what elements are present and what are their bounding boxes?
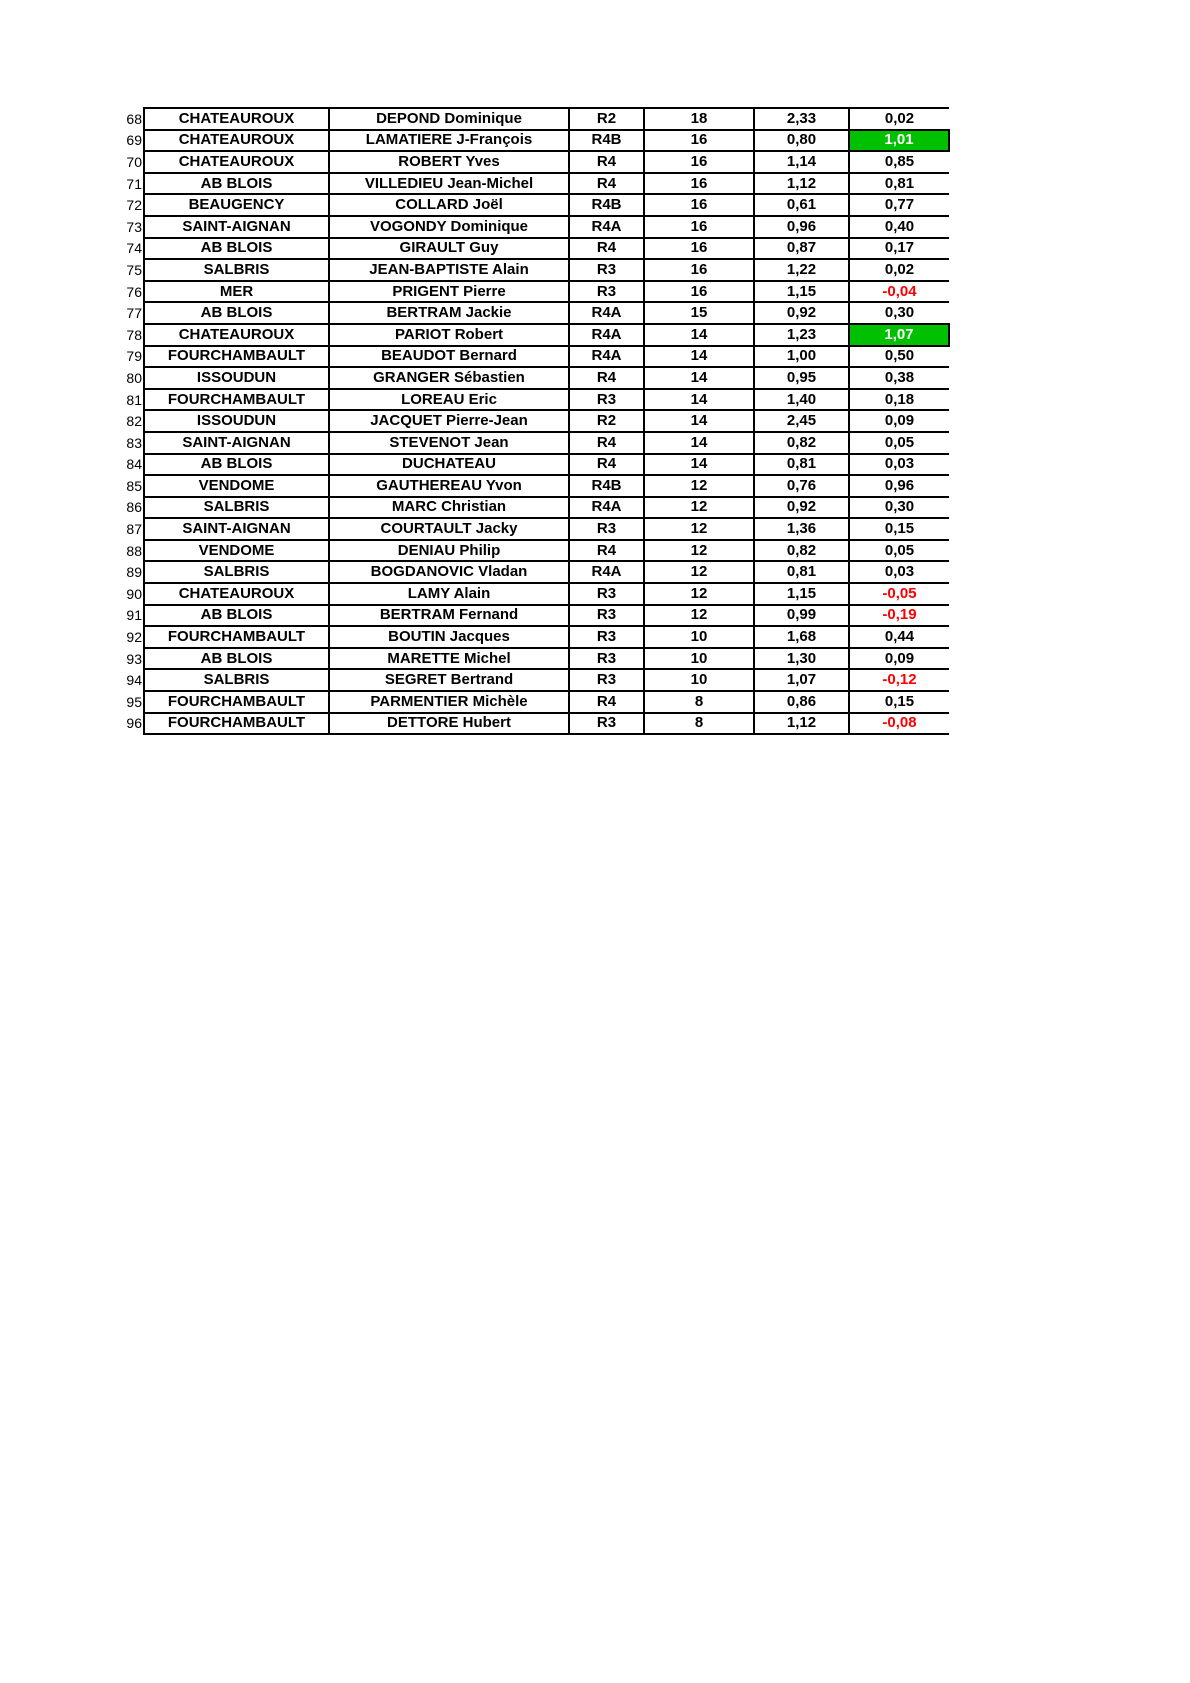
average-cell: 0,76 bbox=[754, 475, 849, 497]
points-cell: 12 bbox=[644, 583, 754, 605]
points-cell: 10 bbox=[644, 648, 754, 670]
points-cell: 16 bbox=[644, 281, 754, 303]
category-cell: R4 bbox=[569, 367, 644, 389]
player-name-cell: GIRAULT Guy bbox=[329, 238, 569, 260]
rank-cell: 78 bbox=[124, 324, 144, 346]
player-name-cell: ROBERT Yves bbox=[329, 151, 569, 173]
category-cell: R3 bbox=[569, 583, 644, 605]
average-cell: 1,15 bbox=[754, 281, 849, 303]
difference-cell: 0,15 bbox=[849, 518, 949, 540]
rank-cell: 68 bbox=[124, 108, 144, 130]
average-cell: 1,30 bbox=[754, 648, 849, 670]
rank-cell: 77 bbox=[124, 302, 144, 324]
points-cell: 14 bbox=[644, 346, 754, 368]
points-cell: 16 bbox=[644, 259, 754, 281]
rank-cell: 71 bbox=[124, 173, 144, 195]
points-cell: 12 bbox=[644, 518, 754, 540]
average-cell: 1,00 bbox=[754, 346, 849, 368]
points-cell: 14 bbox=[644, 367, 754, 389]
category-cell: R4B bbox=[569, 475, 644, 497]
difference-cell: 0,18 bbox=[849, 389, 949, 411]
average-cell: 0,87 bbox=[754, 238, 849, 260]
player-name-cell: DENIAU Philip bbox=[329, 540, 569, 562]
table-row bbox=[124, 302, 949, 324]
difference-cell: 0,02 bbox=[849, 108, 949, 130]
club-cell: VENDOME bbox=[144, 540, 329, 562]
difference-cell: -0,12 bbox=[849, 669, 949, 691]
table-row bbox=[124, 518, 949, 540]
points-cell: 14 bbox=[644, 454, 754, 476]
table-row bbox=[124, 475, 949, 497]
category-cell: R2 bbox=[569, 108, 644, 130]
rank-cell: 92 bbox=[124, 626, 144, 648]
player-name-cell: JACQUET Pierre-Jean bbox=[329, 410, 569, 432]
points-cell: 10 bbox=[644, 626, 754, 648]
rank-cell: 74 bbox=[124, 238, 144, 260]
table-row bbox=[124, 605, 949, 627]
points-cell: 14 bbox=[644, 432, 754, 454]
points-cell: 12 bbox=[644, 605, 754, 627]
average-cell: 1,07 bbox=[754, 669, 849, 691]
category-cell: R4 bbox=[569, 173, 644, 195]
club-cell: CHATEAUROUX bbox=[144, 108, 329, 130]
category-cell: R3 bbox=[569, 605, 644, 627]
difference-cell: 0,03 bbox=[849, 561, 949, 583]
rank-cell: 91 bbox=[124, 605, 144, 627]
points-cell: 8 bbox=[644, 713, 754, 735]
average-cell: 0,92 bbox=[754, 302, 849, 324]
category-cell: R4B bbox=[569, 194, 644, 216]
player-name-cell: DEPOND Dominique bbox=[329, 108, 569, 130]
average-cell: 1,12 bbox=[754, 173, 849, 195]
category-cell: R4 bbox=[569, 238, 644, 260]
player-name-cell: LAMY Alain bbox=[329, 583, 569, 605]
club-cell: AB BLOIS bbox=[144, 302, 329, 324]
average-cell: 0,92 bbox=[754, 497, 849, 519]
table-row bbox=[124, 713, 949, 735]
rank-cell: 80 bbox=[124, 367, 144, 389]
points-cell: 16 bbox=[644, 173, 754, 195]
table-row bbox=[124, 583, 949, 605]
rank-cell: 79 bbox=[124, 346, 144, 368]
points-cell: 14 bbox=[644, 324, 754, 346]
difference-cell: 0,09 bbox=[849, 648, 949, 670]
difference-cell: 0,30 bbox=[849, 302, 949, 324]
difference-cell: 0,05 bbox=[849, 540, 949, 562]
table-row bbox=[124, 691, 949, 713]
table-row bbox=[124, 389, 949, 411]
difference-cell: -0,05 bbox=[849, 583, 949, 605]
player-name-cell: GAUTHEREAU Yvon bbox=[329, 475, 569, 497]
table-row bbox=[124, 410, 949, 432]
category-cell: R4A bbox=[569, 216, 644, 238]
table-row bbox=[124, 454, 949, 476]
club-cell: SAINT-AIGNAN bbox=[144, 518, 329, 540]
table-row bbox=[124, 561, 949, 583]
difference-cell: 0,09 bbox=[849, 410, 949, 432]
points-cell: 18 bbox=[644, 108, 754, 130]
difference-cell: -0,04 bbox=[849, 281, 949, 303]
difference-cell: 0,03 bbox=[849, 454, 949, 476]
category-cell: R3 bbox=[569, 626, 644, 648]
difference-cell: -0,08 bbox=[849, 713, 949, 735]
average-cell: 0,86 bbox=[754, 691, 849, 713]
player-name-cell: LAMATIERE J-François bbox=[329, 130, 569, 152]
category-cell: R4 bbox=[569, 432, 644, 454]
player-name-cell: LOREAU Eric bbox=[329, 389, 569, 411]
average-cell: 1,23 bbox=[754, 324, 849, 346]
points-cell: 12 bbox=[644, 561, 754, 583]
rank-cell: 89 bbox=[124, 561, 144, 583]
table-row bbox=[124, 130, 949, 152]
rank-cell: 75 bbox=[124, 259, 144, 281]
table-row bbox=[124, 216, 949, 238]
table-row bbox=[124, 540, 949, 562]
difference-cell: 0,02 bbox=[849, 259, 949, 281]
rank-cell: 90 bbox=[124, 583, 144, 605]
player-name-cell: GRANGER Sébastien bbox=[329, 367, 569, 389]
rank-cell: 85 bbox=[124, 475, 144, 497]
table-row bbox=[124, 151, 949, 173]
difference-cell: 0,15 bbox=[849, 691, 949, 713]
rank-cell: 76 bbox=[124, 281, 144, 303]
points-cell: 12 bbox=[644, 475, 754, 497]
average-cell: 2,33 bbox=[754, 108, 849, 130]
average-cell: 1,14 bbox=[754, 151, 849, 173]
ranking-table bbox=[124, 107, 950, 735]
category-cell: R4A bbox=[569, 324, 644, 346]
club-cell: CHATEAUROUX bbox=[144, 151, 329, 173]
category-cell: R3 bbox=[569, 669, 644, 691]
points-cell: 12 bbox=[644, 497, 754, 519]
table-row bbox=[124, 346, 949, 368]
average-cell: 0,99 bbox=[754, 605, 849, 627]
rank-cell: 82 bbox=[124, 410, 144, 432]
average-cell: 1,15 bbox=[754, 583, 849, 605]
points-cell: 14 bbox=[644, 389, 754, 411]
rank-cell: 69 bbox=[124, 130, 144, 152]
points-cell: 14 bbox=[644, 410, 754, 432]
points-cell: 16 bbox=[644, 194, 754, 216]
category-cell: R4A bbox=[569, 346, 644, 368]
player-name-cell: COLLARD Joël bbox=[329, 194, 569, 216]
club-cell: AB BLOIS bbox=[144, 648, 329, 670]
average-cell: 1,22 bbox=[754, 259, 849, 281]
category-cell: R3 bbox=[569, 281, 644, 303]
rank-cell: 84 bbox=[124, 454, 144, 476]
table-row bbox=[124, 194, 949, 216]
club-cell: CHATEAUROUX bbox=[144, 583, 329, 605]
table-row bbox=[124, 648, 949, 670]
club-cell: SALBRIS bbox=[144, 561, 329, 583]
difference-cell: 0,38 bbox=[849, 367, 949, 389]
average-cell: 0,82 bbox=[754, 540, 849, 562]
rank-cell: 83 bbox=[124, 432, 144, 454]
player-name-cell: VILLEDIEU Jean-Michel bbox=[329, 173, 569, 195]
club-cell: AB BLOIS bbox=[144, 238, 329, 260]
rank-cell: 96 bbox=[124, 713, 144, 735]
average-cell: 0,82 bbox=[754, 432, 849, 454]
player-name-cell: PRIGENT Pierre bbox=[329, 281, 569, 303]
points-cell: 16 bbox=[644, 130, 754, 152]
rank-cell: 72 bbox=[124, 194, 144, 216]
category-cell: R4A bbox=[569, 302, 644, 324]
club-cell: AB BLOIS bbox=[144, 173, 329, 195]
difference-cell: 1,07 bbox=[849, 324, 949, 346]
average-cell: 1,36 bbox=[754, 518, 849, 540]
average-cell: 0,80 bbox=[754, 130, 849, 152]
player-name-cell: SEGRET Bertrand bbox=[329, 669, 569, 691]
rank-cell: 86 bbox=[124, 497, 144, 519]
average-cell: 0,95 bbox=[754, 367, 849, 389]
category-cell: R3 bbox=[569, 389, 644, 411]
club-cell: ISSOUDUN bbox=[144, 367, 329, 389]
rank-cell: 95 bbox=[124, 691, 144, 713]
difference-cell: 1,01 bbox=[849, 130, 949, 152]
ranking-rows bbox=[124, 108, 949, 734]
rank-cell: 70 bbox=[124, 151, 144, 173]
points-cell: 16 bbox=[644, 216, 754, 238]
difference-cell: 0,96 bbox=[849, 475, 949, 497]
player-name-cell: STEVENOT Jean bbox=[329, 432, 569, 454]
difference-cell: 0,85 bbox=[849, 151, 949, 173]
difference-cell: 0,44 bbox=[849, 626, 949, 648]
table-row bbox=[124, 324, 949, 346]
player-name-cell: BOGDANOVIC Vladan bbox=[329, 561, 569, 583]
difference-cell: 0,05 bbox=[849, 432, 949, 454]
difference-cell: 0,50 bbox=[849, 346, 949, 368]
category-cell: R3 bbox=[569, 713, 644, 735]
difference-cell: 0,40 bbox=[849, 216, 949, 238]
club-cell: SALBRIS bbox=[144, 497, 329, 519]
category-cell: R2 bbox=[569, 410, 644, 432]
club-cell: AB BLOIS bbox=[144, 605, 329, 627]
club-cell: SALBRIS bbox=[144, 669, 329, 691]
club-cell: SAINT-AIGNAN bbox=[144, 432, 329, 454]
table-row bbox=[124, 432, 949, 454]
table-row bbox=[124, 259, 949, 281]
player-name-cell: BOUTIN Jacques bbox=[329, 626, 569, 648]
category-cell: R4B bbox=[569, 130, 644, 152]
player-name-cell: JEAN-BAPTISTE Alain bbox=[329, 259, 569, 281]
club-cell: CHATEAUROUX bbox=[144, 130, 329, 152]
club-cell: BEAUGENCY bbox=[144, 194, 329, 216]
points-cell: 12 bbox=[644, 540, 754, 562]
table-row bbox=[124, 281, 949, 303]
player-name-cell: BEAUDOT Bernard bbox=[329, 346, 569, 368]
club-cell: FOURCHAMBAULT bbox=[144, 713, 329, 735]
player-name-cell: DUCHATEAU bbox=[329, 454, 569, 476]
average-cell: 1,68 bbox=[754, 626, 849, 648]
table-row bbox=[124, 108, 949, 130]
player-name-cell: BERTRAM Jackie bbox=[329, 302, 569, 324]
club-cell: MER bbox=[144, 281, 329, 303]
rank-cell: 94 bbox=[124, 669, 144, 691]
points-cell: 15 bbox=[644, 302, 754, 324]
average-cell: 2,45 bbox=[754, 410, 849, 432]
average-cell: 0,81 bbox=[754, 454, 849, 476]
average-cell: 0,96 bbox=[754, 216, 849, 238]
category-cell: R3 bbox=[569, 648, 644, 670]
club-cell: FOURCHAMBAULT bbox=[144, 346, 329, 368]
difference-cell: 0,17 bbox=[849, 238, 949, 260]
table-row bbox=[124, 173, 949, 195]
player-name-cell: MARC Christian bbox=[329, 497, 569, 519]
player-name-cell: DETTORE Hubert bbox=[329, 713, 569, 735]
club-cell: SALBRIS bbox=[144, 259, 329, 281]
average-cell: 0,81 bbox=[754, 561, 849, 583]
rank-cell: 73 bbox=[124, 216, 144, 238]
category-cell: R4A bbox=[569, 561, 644, 583]
average-cell: 0,61 bbox=[754, 194, 849, 216]
difference-cell: 0,81 bbox=[849, 173, 949, 195]
player-name-cell: VOGONDY Dominique bbox=[329, 216, 569, 238]
difference-cell: 0,30 bbox=[849, 497, 949, 519]
player-name-cell: PARMENTIER Michèle bbox=[329, 691, 569, 713]
player-name-cell: BERTRAM Fernand bbox=[329, 605, 569, 627]
table-row bbox=[124, 669, 949, 691]
club-cell: AB BLOIS bbox=[144, 454, 329, 476]
category-cell: R4 bbox=[569, 540, 644, 562]
player-name-cell: PARIOT Robert bbox=[329, 324, 569, 346]
category-cell: R3 bbox=[569, 259, 644, 281]
rank-cell: 93 bbox=[124, 648, 144, 670]
points-cell: 10 bbox=[644, 669, 754, 691]
category-cell: R3 bbox=[569, 518, 644, 540]
category-cell: R4A bbox=[569, 497, 644, 519]
table-row bbox=[124, 497, 949, 519]
club-cell: FOURCHAMBAULT bbox=[144, 626, 329, 648]
table-row bbox=[124, 626, 949, 648]
average-cell: 1,12 bbox=[754, 713, 849, 735]
table-row bbox=[124, 238, 949, 260]
player-name-cell: MARETTE Michel bbox=[329, 648, 569, 670]
club-cell: SAINT-AIGNAN bbox=[144, 216, 329, 238]
table-row bbox=[124, 367, 949, 389]
average-cell: 1,40 bbox=[754, 389, 849, 411]
category-cell: R4 bbox=[569, 691, 644, 713]
club-cell: VENDOME bbox=[144, 475, 329, 497]
points-cell: 16 bbox=[644, 151, 754, 173]
rank-cell: 88 bbox=[124, 540, 144, 562]
difference-cell: 0,77 bbox=[849, 194, 949, 216]
club-cell: FOURCHAMBAULT bbox=[144, 691, 329, 713]
difference-cell: -0,19 bbox=[849, 605, 949, 627]
category-cell: R4 bbox=[569, 151, 644, 173]
club-cell: FOURCHAMBAULT bbox=[144, 389, 329, 411]
rank-cell: 81 bbox=[124, 389, 144, 411]
player-name-cell: COURTAULT Jacky bbox=[329, 518, 569, 540]
club-cell: CHATEAUROUX bbox=[144, 324, 329, 346]
category-cell: R4 bbox=[569, 454, 644, 476]
points-cell: 16 bbox=[644, 238, 754, 260]
club-cell: ISSOUDUN bbox=[144, 410, 329, 432]
points-cell: 8 bbox=[644, 691, 754, 713]
rank-cell: 87 bbox=[124, 518, 144, 540]
